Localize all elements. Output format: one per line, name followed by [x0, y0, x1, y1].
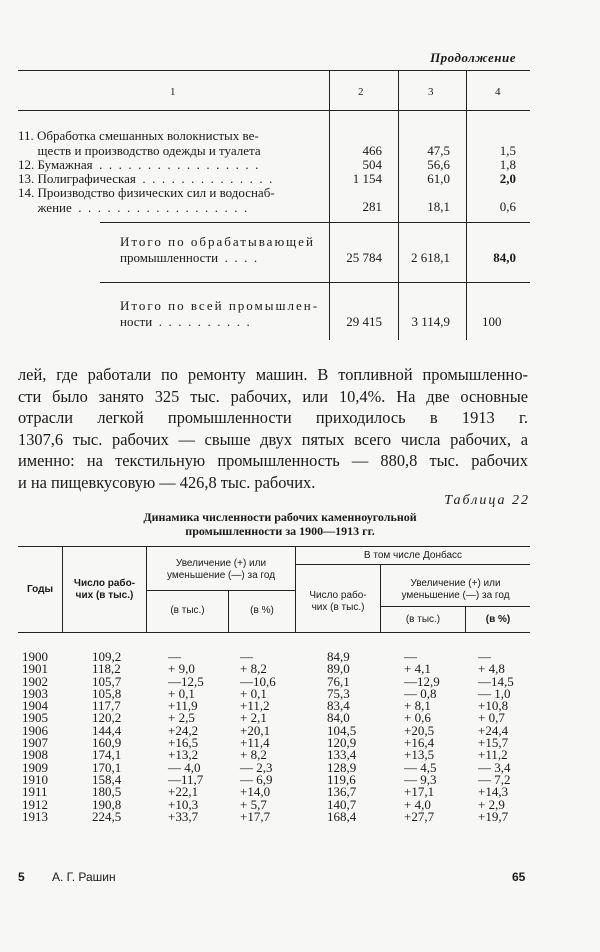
table-cell: 29 415 — [346, 314, 382, 329]
header-don-workers — [296, 590, 380, 614]
table-rule — [146, 590, 295, 591]
table-cell: + 4,1 — [404, 661, 431, 677]
table-cell: 84,9 — [327, 649, 350, 664]
table-cell: 466 — [362, 143, 382, 158]
table-cell: — — [240, 649, 253, 664]
header-donbass: В том числе Донбасс — [363, 550, 463, 561]
table-rule — [100, 222, 530, 223]
table-cell: 170,1 — [92, 759, 122, 775]
table-cell: 140,7 — [327, 796, 357, 812]
table-cell: — 7,2 — [478, 771, 511, 787]
header-line: чих (в тыс.) — [75, 590, 134, 601]
header-line: Число рабо- — [309, 590, 367, 601]
column-header: 2 — [358, 86, 364, 98]
table-cell: 2,0 — [499, 171, 516, 186]
table-rule — [18, 546, 530, 547]
table-cell: 144,4 — [92, 722, 122, 738]
table-cell: 1901 — [22, 661, 48, 677]
table-cell: 75,3 — [327, 685, 350, 701]
total-all-label: ности . . . . . . . . . . — [120, 314, 250, 329]
total-manufacturing-label: Итого по обрабатывающей — [120, 234, 315, 249]
don-change-pct-column — [478, 651, 514, 823]
table-cell: +17,1 — [404, 784, 435, 800]
table-cell: +15,7 — [478, 735, 509, 751]
don-change-abs-column — [404, 651, 440, 823]
table-cell: +20,1 — [240, 722, 271, 738]
table-cell: —14,5 — [478, 673, 514, 689]
table-cell: —10,6 — [240, 673, 276, 689]
continuation-label: Продолжение — [430, 50, 516, 65]
table-cell: + 0,1 — [240, 685, 267, 701]
table-cell: 105,8 — [92, 685, 122, 701]
table-rule — [18, 110, 530, 111]
table-cell: 1905 — [22, 710, 48, 726]
table-cell: +14,3 — [478, 784, 509, 800]
table-cell: +33,7 — [168, 808, 199, 824]
column-divider — [398, 70, 399, 340]
total-all-label: Итого по всей промышлен- — [120, 298, 320, 313]
table-cell: +14,0 — [240, 784, 271, 800]
table-cell: 1902 — [22, 673, 48, 689]
table-row-label: 11. Обработка смешанных волокнистых ве- — [18, 128, 259, 143]
header-line: уменьшение (—) за год — [166, 570, 276, 581]
column-header: 3 — [428, 86, 434, 98]
table-cell: — 6,9 — [240, 771, 273, 787]
table-cell: 56,6 — [427, 157, 450, 172]
table-cell: 133,4 — [327, 747, 357, 763]
table-cell: + 4,0 — [404, 796, 431, 812]
paragraph-line: 1307,6 тыс. рабочих — свыше двух пятых всего числа рабочих, а — [18, 429, 528, 449]
table-cell: + 0,6 — [404, 710, 431, 726]
table-cell: 1900 — [22, 649, 48, 664]
table-title-line: Динамика численности рабочих каменноугольной — [143, 510, 417, 524]
table-cell: 1909 — [22, 759, 48, 775]
table-cell: — 0,8 — [404, 685, 437, 701]
header-line: уменьшение (—) за год — [401, 590, 510, 601]
table-cell: 160,9 — [92, 735, 122, 751]
table-cell: + 2,9 — [478, 796, 505, 812]
table-cell: —11,7 — [168, 771, 204, 787]
paragraph-line: именно: на текстильную промышленность — 880,8 тыс. рабочих — [18, 451, 528, 470]
table-cell: +16,4 — [404, 735, 435, 751]
paragraph-line: лей, где работали по ремонту машин. В топливной промышленно- — [18, 365, 528, 384]
paragraph-line: отрасли легкой промышленности приходилось в 1913 г. — [18, 408, 528, 427]
table-cell: 18,1 — [427, 199, 450, 214]
table-cell: — 1,0 — [478, 685, 511, 701]
table-cell: 120,9 — [327, 735, 357, 751]
table-cell: 109,2 — [92, 649, 122, 664]
table-cell: — 4,5 — [404, 759, 437, 775]
table-cell: 0,6 — [499, 199, 516, 214]
table-cell: + 5,7 — [240, 796, 267, 812]
table-cell: + 8,1 — [404, 698, 431, 714]
table-cell: +22,1 — [168, 784, 199, 800]
table-cell: + 2,1 — [240, 710, 267, 726]
table-cell: + 4,8 — [478, 661, 505, 677]
table-cell: 1906 — [22, 722, 48, 738]
table-cell: 100 — [482, 314, 502, 329]
table-cell: 158,4 — [92, 771, 122, 787]
column-divider — [466, 70, 467, 340]
table-cell: +11,9 — [168, 698, 198, 714]
table-cell: —12,9 — [404, 673, 440, 689]
header-don-in-thousands: (в тыс.) — [405, 614, 441, 625]
table-cell: 174,1 — [92, 747, 122, 763]
table-cell: 1,8 — [499, 157, 516, 172]
table-rule — [295, 564, 530, 565]
header-line: Увеличение (+) или — [410, 578, 501, 589]
header-in-percent: (в %) — [250, 605, 274, 616]
table-cell: 224,5 — [92, 808, 122, 824]
total-manufacturing-label: промышленности . . . . — [120, 250, 258, 265]
change-pct-column — [240, 651, 276, 823]
table-cell: 84,0 — [493, 250, 516, 265]
table-cell: — — [168, 649, 181, 664]
table-cell: +10,8 — [478, 698, 509, 714]
table-cell: 76,1 — [327, 673, 350, 689]
header-years: Годы — [26, 584, 54, 595]
table-cell: +13,2 — [168, 747, 199, 763]
table-cell: 1908 — [22, 747, 48, 763]
table-cell: 1912 — [22, 796, 48, 812]
header-change — [147, 558, 295, 582]
table-cell: — — [404, 649, 417, 664]
table-cell: 61,0 — [427, 171, 450, 186]
table-cell: 84,0 — [327, 710, 350, 726]
table-cell: +17,7 — [240, 808, 271, 824]
header-line: Число рабо- — [73, 578, 136, 589]
table-cell: 136,7 — [327, 784, 357, 800]
header-don-in-percent: (в %) — [485, 614, 511, 625]
paragraph-line: сти было занято 325 тыс. рабочих, или 10,4%. На две основные — [18, 386, 528, 406]
table-cell: — 4,0 — [168, 759, 201, 775]
years-column — [22, 651, 48, 823]
table-cell: — — [478, 649, 491, 664]
table-cell: 504 — [362, 157, 382, 172]
table-cell: 180,5 — [92, 784, 122, 800]
table-cell: 128,9 — [327, 759, 357, 775]
table-cell: 2 618,1 — [411, 250, 450, 265]
table-cell: +13,5 — [404, 747, 435, 763]
table-cell: + 8,2 — [240, 661, 267, 677]
table-cell: +27,7 — [404, 808, 435, 824]
table-cell: +11,2 — [240, 698, 270, 714]
table-cell: +10,3 — [168, 796, 199, 812]
table-cell: 1903 — [22, 685, 48, 701]
header-line: чих (в тыс.) — [311, 602, 365, 613]
table-cell: 119,6 — [327, 771, 356, 787]
table-cell: 190,8 — [92, 796, 122, 812]
table-row-label: 14. Производство физических сил и водоснаб- — [18, 185, 275, 200]
table-cell: 1,5 — [499, 143, 516, 158]
table-cell: — 9,3 — [404, 771, 437, 787]
paragraph-line: и на пищевкусовую — 426,8 тыс. рабочих. — [18, 472, 316, 492]
table-cell: 1 154 — [352, 171, 382, 186]
table-cell: 1904 — [22, 698, 48, 714]
workers-column — [92, 651, 121, 823]
footer-author: А. Г. Рашин — [52, 870, 116, 884]
table-cell: 117,7 — [92, 698, 121, 714]
table-cell: 1913 — [22, 808, 48, 824]
table-title — [80, 510, 480, 538]
table-cell: —12,5 — [168, 673, 204, 689]
table-row-label: ществ и производство одежды и туалета — [18, 143, 261, 158]
footer-signature: 5 — [18, 870, 25, 884]
table-cell: 89,0 — [327, 661, 350, 677]
table-cell: 25 784 — [346, 250, 382, 265]
table-row-label: 12. Бумажная . . . . . . . . . . . . . . . . . — [18, 157, 259, 172]
table-cell: 1907 — [22, 735, 48, 751]
table-cell: 118,2 — [92, 661, 121, 677]
table-cell: 47,5 — [427, 143, 450, 158]
table-rule — [100, 282, 530, 283]
header-don-change — [381, 578, 530, 602]
table-cell: 3 114,9 — [411, 314, 450, 329]
table-cell: 105,7 — [92, 673, 122, 689]
table-cell: + 9,0 — [168, 661, 195, 677]
don-workers-column — [327, 651, 356, 823]
table-cell: 104,5 — [327, 722, 357, 738]
header-in-thousands: (в тыс.) — [170, 605, 205, 616]
body-paragraph — [18, 364, 528, 493]
table-cell: 83,4 — [327, 698, 350, 714]
table-rule — [18, 70, 530, 71]
table-cell: +20,5 — [404, 722, 435, 738]
table-cell: — 3,4 — [478, 759, 511, 775]
column-header: 4 — [495, 86, 501, 98]
change-abs-column — [168, 651, 204, 823]
table-cell: +24,4 — [478, 722, 509, 738]
column-header: 1 — [170, 86, 176, 98]
table-cell: 1910 — [22, 771, 48, 787]
table-cell: + 2,5 — [168, 710, 195, 726]
table-cell: +11,4 — [240, 735, 270, 751]
table-row-label: жение . . . . . . . . . . . . . . . . . . — [18, 200, 248, 215]
header-line: Увеличение (+) или — [175, 558, 267, 569]
table-cell: 281 — [362, 199, 382, 214]
table-cell: — 2,3 — [240, 759, 273, 775]
table-cell: 1911 — [22, 784, 48, 800]
table-cell: +19,7 — [478, 808, 509, 824]
table-rule — [18, 632, 530, 633]
table-cell: + 8,2 — [240, 747, 267, 763]
page-number: 65 — [512, 870, 526, 884]
table-cell: +16,5 — [168, 735, 199, 751]
header-workers — [63, 578, 146, 602]
table-row-label: 13. Полиграфическая . . . . . . . . . . . . . . — [18, 171, 273, 186]
table-caption: Таблица 22 — [444, 493, 530, 508]
table-cell: 168,4 — [327, 808, 357, 824]
table-title-line: промышленности за 1900—1913 гг. — [185, 524, 375, 538]
table-cell: +24,2 — [168, 722, 199, 738]
table-cell: +11,2 — [478, 747, 508, 763]
table-cell: + 0,1 — [168, 685, 195, 701]
table-cell: + 0,7 — [478, 710, 505, 726]
table-cell: 120,2 — [92, 710, 122, 726]
table-rule — [380, 606, 530, 607]
